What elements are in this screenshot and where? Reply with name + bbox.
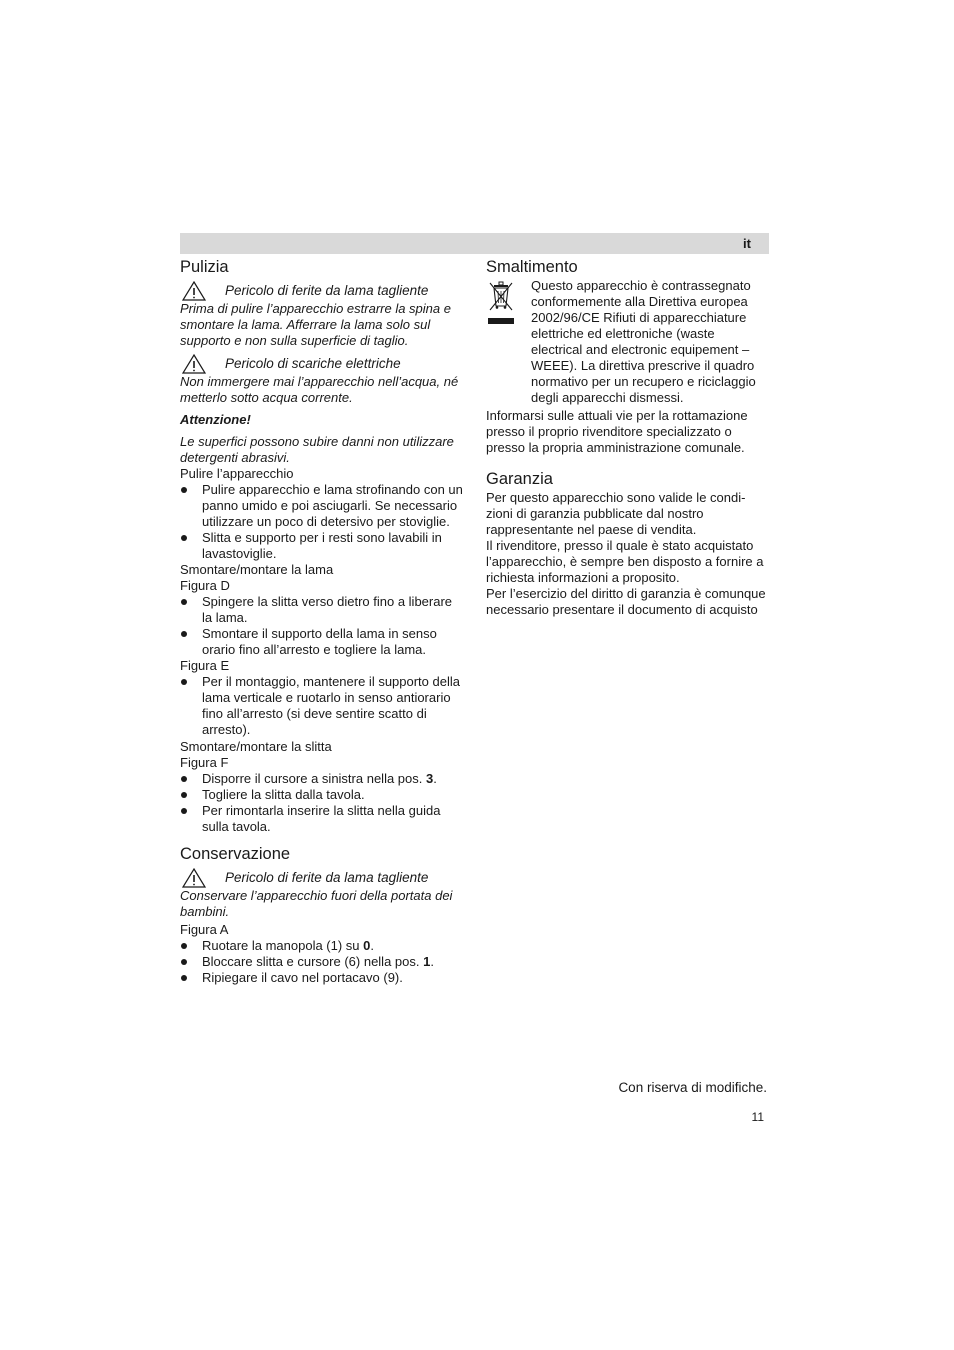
warranty-text-1: Per questo apparecchio sono valide le condi-zioni di garanzia pubblicate dal nostro rappresentante nel paese di vendita.	[486, 490, 746, 537]
warning-electric	[180, 354, 465, 374]
subheading-slide: Smontare/montare la slitta	[180, 739, 332, 754]
section-title-pulizia: Pulizia	[180, 258, 229, 276]
section-title-garanzia: Garanzia	[486, 470, 553, 488]
figure-a-list	[180, 938, 465, 986]
warning-text: Conservare l’apparecchio fuori della portata dei bambini.	[180, 888, 453, 919]
list-item: Togliere la slitta dalla tavola.	[180, 787, 465, 803]
figure-e-list	[180, 674, 465, 738]
warning-triangle-icon	[182, 868, 206, 888]
language-bar	[180, 233, 769, 254]
figure-label-f: Figura F	[180, 755, 229, 770]
section-title-conservazione: Conservazione	[180, 845, 291, 863]
warning-triangle-icon	[182, 354, 206, 374]
list-item: Slitta e supporto per i resti sono lavabili in lavastoviglie.	[180, 530, 465, 562]
warning-title: Pericolo di ferite da lama tagliente	[225, 870, 429, 885]
list-item: Bloccare slitta e cursore (6) nella pos. 1.	[180, 954, 465, 970]
figure-f-list	[180, 771, 465, 835]
warranty-text-3: Per l’esercizio del diritto di garanzia è comunque necessario presentare il documento di acquisto	[486, 586, 766, 617]
warning-blade	[180, 281, 465, 301]
warning-title: Pericolo di scariche elettriche	[225, 356, 401, 371]
list-item: Pulire apparecchio e lama strofinando con un panno umido e poi asciugarli. Se necessario utilizzare un poco di detersivo per stoviglie.	[180, 482, 465, 530]
weee-text: Questo apparecchio è contrassegnato conformemente alla Direttiva europea 2002/96/CE Rifiuti di apparecchiature elettriche ed elettroniche (waste electrical and electronic equipement – WEEE). La direttiva prescrive il quadro normativo per un recupero e riciclaggio degli apparecchi dismessi.	[531, 278, 756, 405]
warranty-text-2: Il rivenditore, presso il quale è stato acquistato l’apparecchio, è sempre ben disposto a fornire a richiesta informazioni a proposito.	[486, 538, 764, 585]
list-item: Per il montaggio, mantenere il supporto della lama verticale e ruotarlo in senso antiorario fino all’arresto (si deve sentire scatto di arresto).	[180, 674, 465, 738]
figure-label-a: Figura A	[180, 922, 229, 937]
list-item: Spingere la slitta verso dietro fino a liberare la lama.	[180, 594, 465, 626]
subheading-clean: Pulire l’apparecchio	[180, 466, 294, 481]
language-code: it	[743, 236, 751, 251]
list-item: Ruotare la manopola (1) su 0.	[180, 938, 465, 954]
figure-label-e: Figura E	[180, 658, 230, 673]
list-item: Disporre il cursore a sinistra nella pos. 3.	[180, 771, 465, 787]
warning-text: Non immergere mai l’apparecchio nell’acqua, né metterlo sotto acqua corrente.	[180, 374, 459, 405]
weee-block	[486, 278, 769, 406]
disposal-info-text: Informarsi sulle attuali vie per la rottamazione presso il proprio rivenditore specializzato o presso la propria amministrazione comunale.	[486, 408, 748, 455]
footer-note: Con riserva di modifiche.	[618, 1080, 767, 1095]
attention-text: Le superfici possono subire danni non utilizzare detergenti abrasivi.	[180, 434, 454, 465]
list-item: Ripiegare il cavo nel portacavo (9).	[180, 970, 465, 986]
subheading-blade: Smontare/montare la lama	[180, 562, 334, 577]
right-column	[486, 256, 769, 618]
left-column	[180, 256, 465, 986]
warning-title: Pericolo di ferite da lama tagliente	[225, 283, 429, 298]
list-item: Smontare il supporto della lama in senso orario fino all’arresto e togliere la lama.	[180, 626, 465, 658]
warning-triangle-icon	[182, 281, 206, 301]
attention-heading: Attenzione!	[180, 412, 251, 427]
warning-text: Prima di pulire l’apparecchio estrarre la spina e smontare la lama. Afferrare la lama solo sul supporto e non sulla superficie di taglio.	[180, 301, 451, 348]
page-number: 11	[751, 1110, 764, 1124]
crossed-bin-icon	[486, 278, 516, 406]
figure-label-d: Figura D	[180, 578, 230, 593]
clean-list	[180, 482, 465, 562]
list-item: Per rimontarla inserire la slitta nella guida sulla tavola.	[180, 803, 465, 835]
section-title-smaltimento: Smaltimento	[486, 258, 578, 276]
figure-d-list	[180, 594, 465, 658]
warning-storage	[180, 868, 465, 888]
